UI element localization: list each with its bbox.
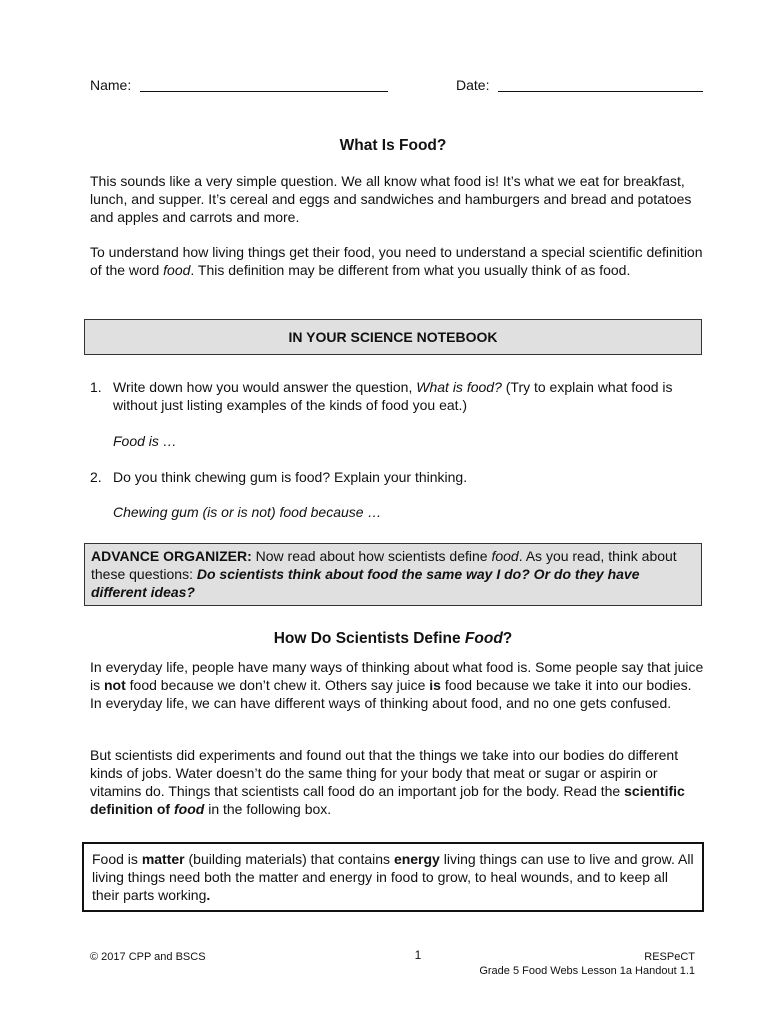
intro-paragraph-1: This sounds like a very simple question. We all know what food is! It’s what we eat for breakfast, lunch, and supper. It’s cereal and eggs and sandwiches and hamburgers and bread and potatoes and apples and carrots and more. [90,173,692,225]
section-p2-text-b: in the following box. [204,801,332,817]
section-p1-text-a: In everyday life, people have many ways of thinking about what food is. Some people say that juice is [90,659,704,693]
name-label: Name: [90,77,132,93]
date-label: Date: [456,77,490,93]
organizer-label: ADVANCE ORGANIZER: [91,548,252,564]
section-title-text-a: How Do Scientists Define [273,630,465,647]
intro-paragraph-2 [90,243,705,279]
organizer-question: Do scientists think about food the same way I do? Or do they have different ideas? [91,566,640,600]
food-definition-box [82,842,704,912]
page-title: What Is Food? [339,137,447,154]
question-text: Do you think chewing gum is food? Explain your thinking. [113,469,468,485]
definition-text-c: living things can use to live and grow. All living things need both the matter and energy in food to grow, to heal wounds, and to keep all their parts working [92,851,694,903]
section-title [84,630,702,648]
answer-prompt: Chewing gum (is or is not) food because … [113,504,382,520]
organizer-emphasis: food [491,548,519,564]
section-p2-bold-emphasis: food [173,801,205,817]
question-text [113,378,698,414]
organizer-text-b: . As you read, think about these questions: [91,548,677,582]
advance-organizer-box [84,543,702,606]
footer-lesson: Grade 5 Food Webs Lesson 1a Handout 1.1 [479,965,695,977]
question-1-text-a: Write down how you would answer the question, [113,379,417,395]
intro-p2-emphasis: food [163,262,191,278]
question-1-emphasis: What is food? [416,379,502,395]
answer-prompt: Food is … [113,433,177,449]
question-number: 1. [90,379,102,395]
definition-text-b: (building materials) that contains [184,851,394,867]
footer-page-number: 1 [414,948,422,962]
organizer-text-a: Now read about how scientists define [251,548,492,564]
section-p1-text-c: food because we take it into our bodies. In everyday life, we can have different ways of thinking about food, and no one gets confused. [90,677,692,711]
section-p2-bold: scientific definition of [90,783,685,817]
definition-matter: matter [141,851,185,867]
footer-program: RESPeCT [644,951,695,963]
section-p1-not: not [104,677,126,693]
section-paragraph-1 [90,658,705,712]
question-item-2 [90,468,705,518]
name-date-row [90,76,705,96]
date-blank[interactable] [498,91,703,92]
question-number: 2. [90,469,102,485]
question-item-1 [90,378,705,458]
question-list [90,378,705,518]
section-paragraph-2 [90,746,705,818]
section-p2-text-a: But scientists did experiments and found out that the things we take into our bodies do different kinds of jobs. Water doesn’t do the same thing for your body that meat or sugar or aspirin or vitamins do. Things that scientists call food do an important job for the body. Read the [90,747,679,799]
section-p1-text-b: food because we don’t chew it. Others say juice [125,677,430,693]
section-title-emphasis: Food [464,630,503,647]
definition-energy: energy [393,851,440,867]
name-blank[interactable] [140,91,388,92]
footer-copyright: © 2017 CPP and BSCS [90,951,206,963]
definition-text-a: Food is [92,851,142,867]
section-p1-is: is [429,677,441,693]
definition-end: . [206,887,211,903]
intro-p2-text-b: . This definition may be different from what you usually think of as food. [190,262,631,278]
question-1-text-b: (Try to explain what food is without just listing examples of the kinds of food you eat.) [113,379,673,413]
section-title-text-b: ? [502,630,513,647]
intro-p2-text-a: To understand how living things get their food, you need to understand a special scientific definition of the word [90,244,703,278]
science-notebook-box: IN YOUR SCIENCE NOTEBOOK [84,319,702,355]
